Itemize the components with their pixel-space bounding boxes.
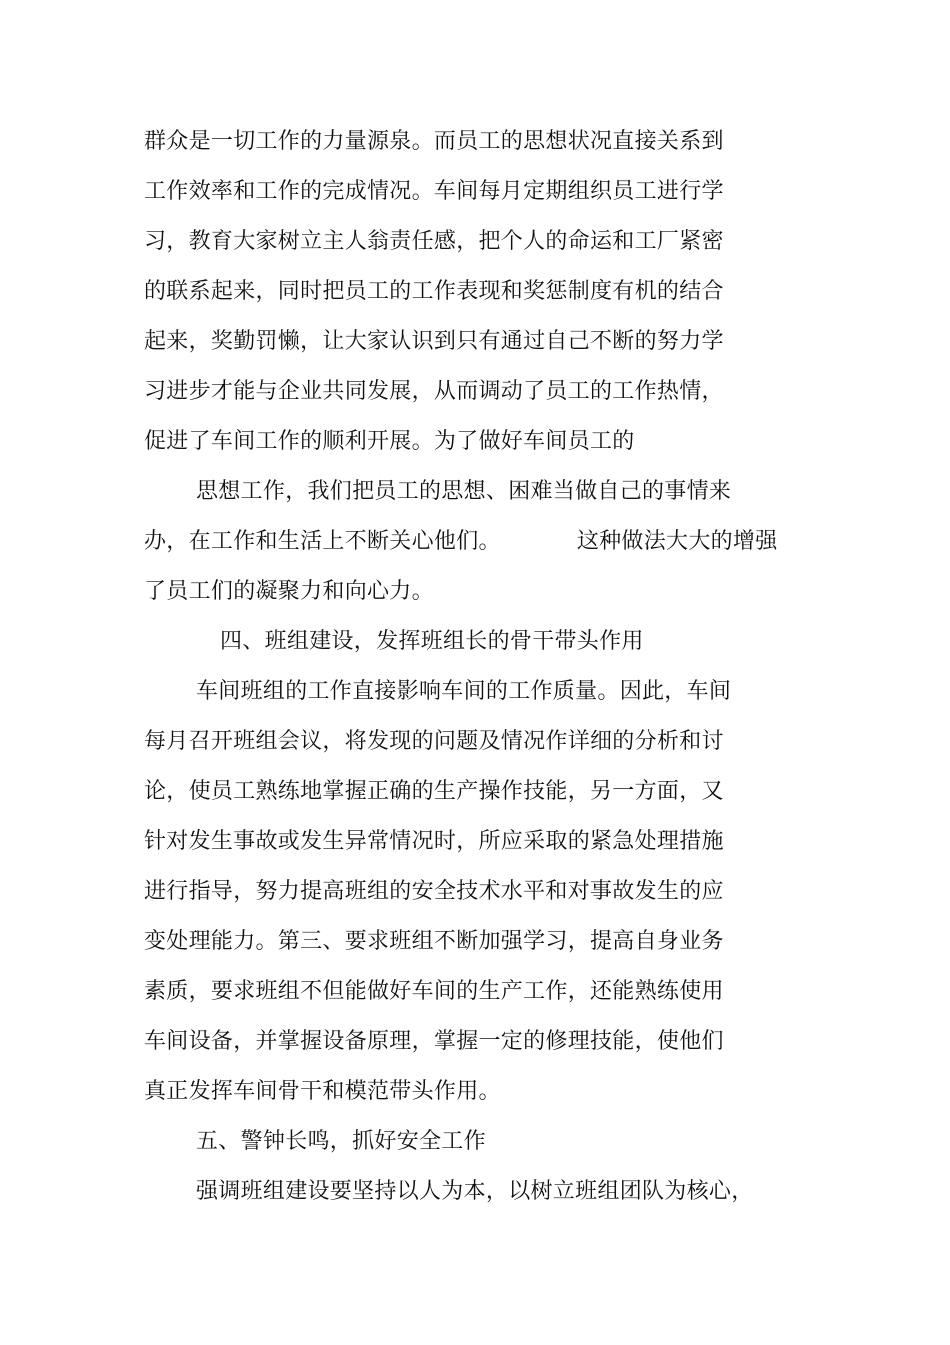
text-line-17: 素质，要求班组不但能做好车间的生产工作，还能熟练使用: [144, 979, 724, 1004]
text-line-4: 的联系起来，同时把员工的工作表现和奖惩制度有机的结合: [144, 279, 724, 304]
text-line-9-part-1: 办，在工作和生活上不断关心他们。: [144, 529, 501, 554]
text-line-8: 思想工作，我们把员工的思想、困难当做自己的事情来: [196, 479, 732, 504]
section-heading-4: 四、班组建设，发挥班组长的骨干带头作用: [220, 629, 644, 654]
text-line-14: 针对发生事故或发生异常情况时，所应采取的紧急处理措施: [144, 829, 724, 854]
text-line-13: 论，使员工熟练地掌握正确的生产操作技能，另一方面，又: [144, 779, 724, 804]
text-line-3: 习，教育大家树立主人翁责任感，把个人的命运和工厂紧密: [144, 229, 724, 254]
text-line-2: 工作效率和工作的完成情况。车间每月定期组织员工进行学: [144, 179, 724, 204]
text-line-7: 促进了车间工作的顺利开展。为了做好车间员工的: [144, 429, 635, 454]
text-line-18: 车间设备，并掌握设备原理，掌握一定的修理技能，使他们: [144, 1029, 724, 1054]
text-line-19: 真正发挥车间骨干和模范带头作用。: [144, 1079, 501, 1104]
text-line-11: 车间班组的工作直接影响车间的工作质量。因此，车间: [196, 679, 732, 704]
text-line-6: 习进步才能与企业共同发展，从而调动了员工的工作热情，: [144, 379, 724, 404]
text-line-5: 起来，奖勤罚懒，让大家认识到只有通过自己不断的努力学: [144, 329, 724, 354]
text-line-15: 进行指导，努力提高班组的安全技术水平和对事故发生的应: [144, 879, 724, 904]
text-line-16: 变处理能力。第三、要求班组不断加强学习，提高自身业务: [144, 929, 724, 954]
text-line-9-part-2: 这种做法大大的增强: [576, 529, 778, 554]
text-line-10: 了员工们的凝聚力和向心力。: [144, 579, 434, 604]
text-line-1: 群众是一切工作的力量源泉。而员工的思想状况直接关系到: [144, 129, 724, 154]
text-line-12: 每月召开班组会议，将发现的问题及情况作详细的分析和讨: [144, 729, 724, 754]
text-line-9: [144, 527, 778, 557]
text-line-20: 强调班组建设要坚持以人为本，以树立班组团队为核心，: [196, 1179, 754, 1204]
section-heading-5: 五、警钟长鸣，抓好安全工作: [196, 1129, 486, 1154]
